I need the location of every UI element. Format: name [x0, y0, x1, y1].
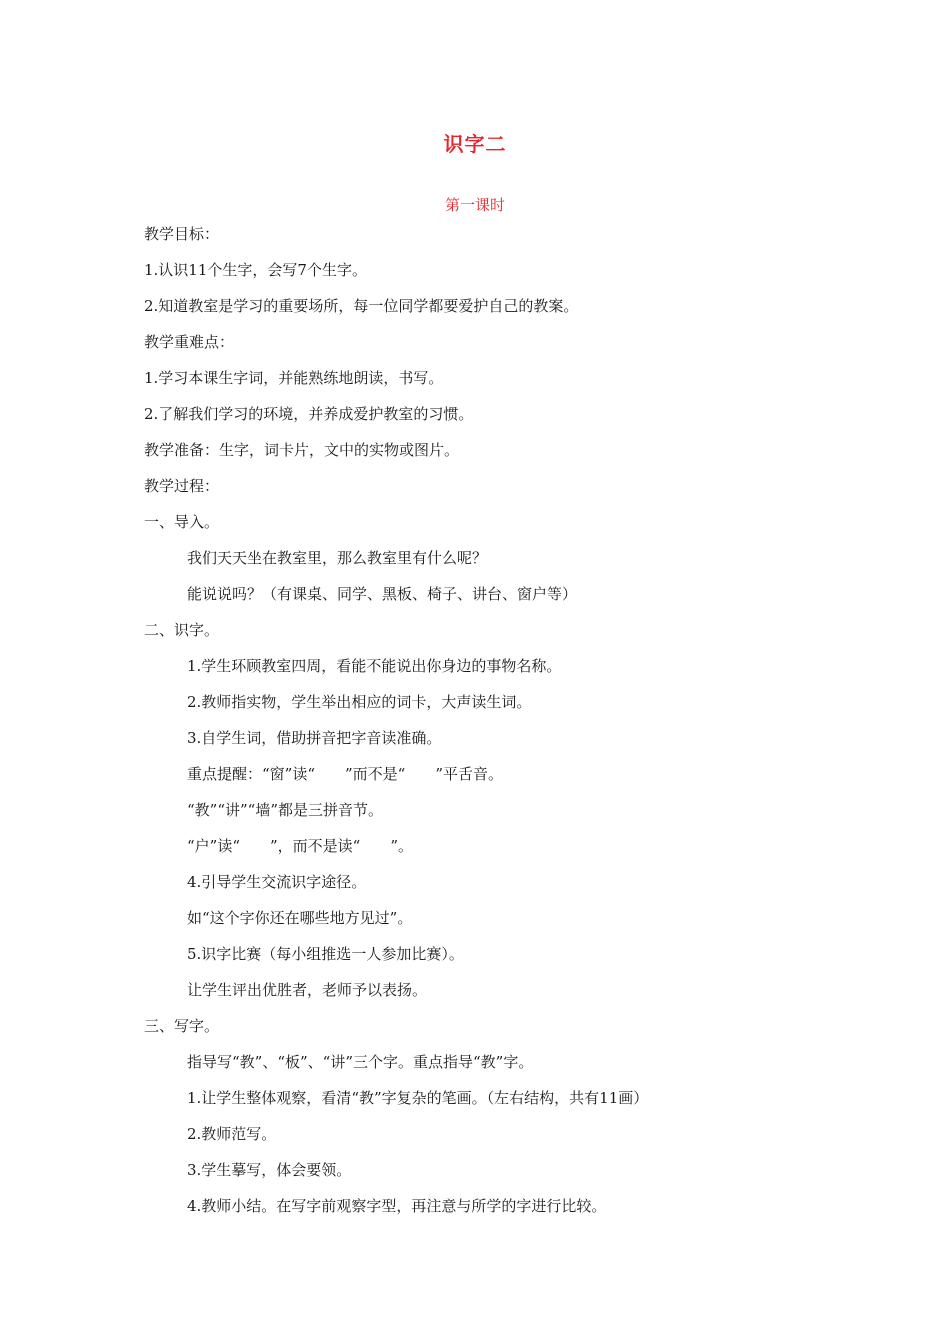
text-line: 2.了解我们学习的环境，并养成爱护教室的习惯。: [144, 405, 474, 423]
text-line: 我们天天坐在教室里，那么教室里有什么呢？: [187, 549, 488, 567]
text-line: 4.引导学生交流识字途径。: [187, 873, 367, 891]
text-line: 2.知道教室是学习的重要场所，每一位同学都要爱护自己的教案。: [144, 297, 579, 315]
text-line: 如“这个字你还在哪些地方见过”。: [187, 909, 413, 927]
text-line: 1.让学生整体观察，看清“教”字复杂的笔画。（左右结构，共有11画）: [187, 1089, 649, 1107]
document-body: [144, 216, 824, 1224]
text-line: 重点提醒：“窗”读“ ”而不是“ ”平舌音。: [187, 765, 504, 783]
text-line: 3.学生摹写，体会要领。: [187, 1161, 352, 1179]
text-line: 1.学习本课生字词，并能熟练地朗读，书写。: [144, 369, 444, 387]
text-line: 让学生评出优胜者，老师予以表扬。: [187, 981, 428, 999]
text-line: 二、识字。: [144, 621, 220, 639]
text-line: 能说说吗？（有课桌、同学、黑板、椅子、讲台、窗户等）: [187, 585, 578, 603]
text-line: 1.认识11个生字，会写7个生字。: [144, 261, 367, 279]
lesson-subtitle: 第一课时: [444, 196, 505, 214]
text-line: 1.学生环顾教室四周，看能不能说出你身边的事物名称。: [187, 657, 562, 675]
text-line: 教学重难点：: [144, 333, 235, 351]
text-line: 教学过程：: [144, 477, 220, 495]
text-line: 教学准备：生字，词卡片，文中的实物或图片。: [144, 441, 460, 459]
text-line: 5.识字比赛（每小组推选一人参加比赛）。: [187, 945, 464, 963]
text-line: 一、导入。: [144, 513, 220, 531]
text-line: “户”读“ ”，而不是读“ ”。: [187, 837, 414, 855]
document-title: 识字二: [443, 132, 507, 156]
text-line: 2.教师范写。: [187, 1125, 277, 1143]
text-line: 3.自学生词，借助拼音把字音读准确。: [187, 729, 442, 747]
text-line: “教”“讲”“墙”都是三拼音节。: [187, 801, 384, 819]
text-line: 2.教师指实物，学生举出相应的词卡，大声读生词。: [187, 693, 532, 711]
text-line: 教学目标：: [144, 225, 220, 243]
text-line: 三、写字。: [144, 1017, 220, 1035]
text-line: 指导写“教”、“板”、“讲”三个字。重点指导“教”字。: [187, 1053, 534, 1071]
text-line: 4.教师小结。在写字前观察字型，再注意与所学的字进行比较。: [187, 1197, 607, 1215]
